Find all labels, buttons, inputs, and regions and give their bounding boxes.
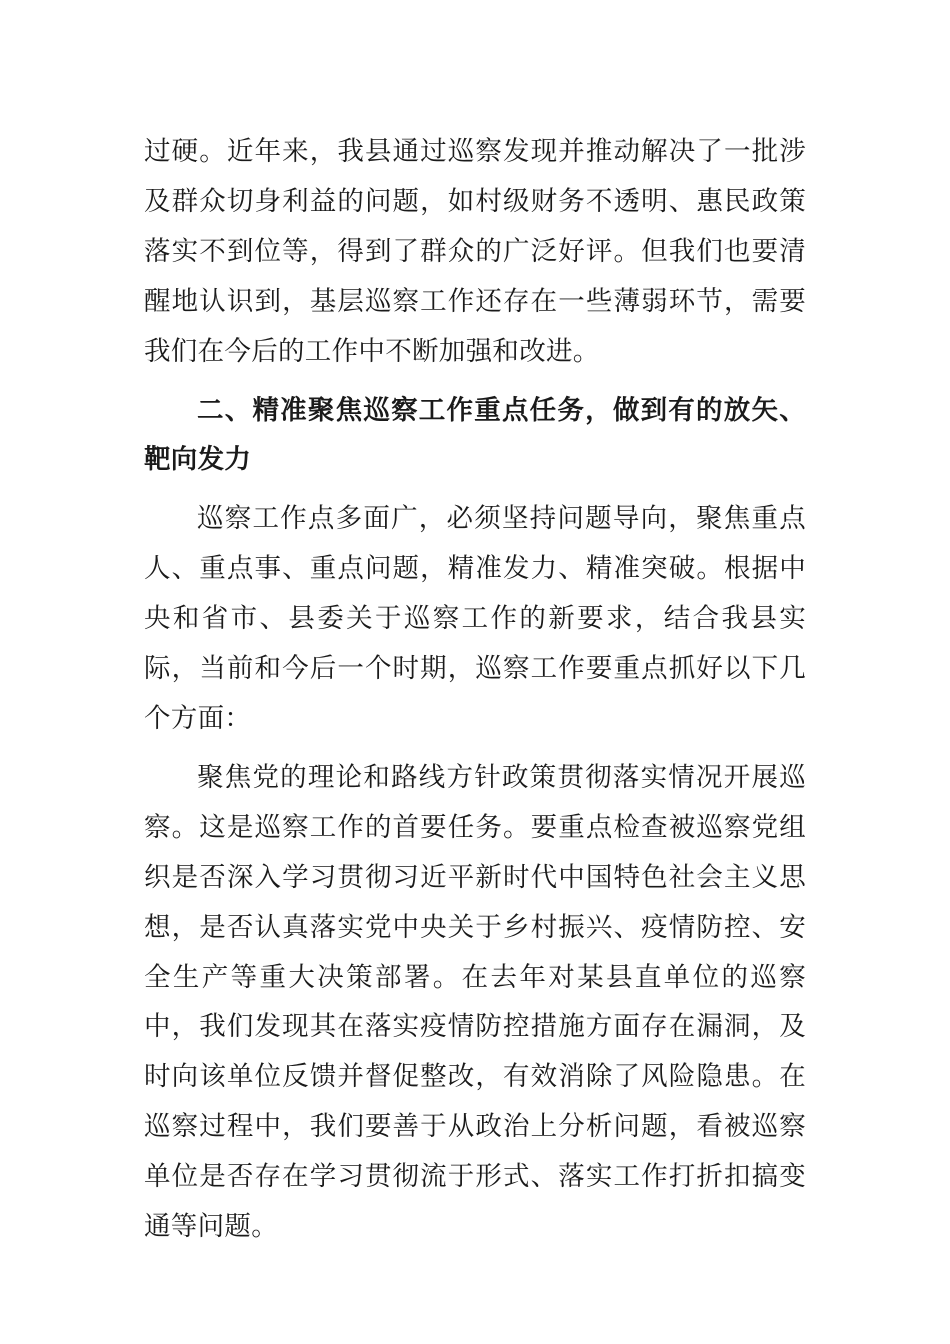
document-page [144, 127, 806, 1252]
body-paragraph-intro: 过硬。近年来，我县通过巡察发现并推动解决了一批涉及群众切身利益的问题，如村级财务不透明、惠民政策落实不到位等，得到了群众的广泛好评。但我们也要清醒地认识到，基层巡察工作还存在一些薄弱环节，需要我们在今后的工作中不断加强和改进。 [144, 136, 806, 367]
section-heading-2: 二、精准聚焦巡察工作重点任务，做到有的放矢、靶向发力 [144, 394, 806, 476]
body-paragraph-focus: 巡察工作点多面广，必须坚持问题导向，聚焦重点人、重点事、重点问题，精准发力、精准突破。根据中央和省市、县委关于巡察工作的新要求，结合我县实际，当前和今后一个时期，巡察工作要重点抓好以下几个方面： [144, 503, 806, 734]
body-paragraph-theory: 聚焦党的理论和路线方针政策贯彻落实情况开展巡察。这是巡察工作的首要任务。要重点检查被巡察党组织是否深入学习贯彻习近平新时代中国特色社会主义思想，是否认真落实党中央关于乡村振兴、疫情防控、安全生产等重大决策部署。在去年对某县直单位的巡察中，我们发现其在落实疫情防控措施方面存在漏洞，及时向该单位反馈并督促整改，有效消除了风险隐患。在巡察过程中，我们要善于从政治上分析问题，看被巡察单位是否存在学习贯彻流于形式、落实工作打折扣搞变通等问题。 [144, 761, 806, 1243]
